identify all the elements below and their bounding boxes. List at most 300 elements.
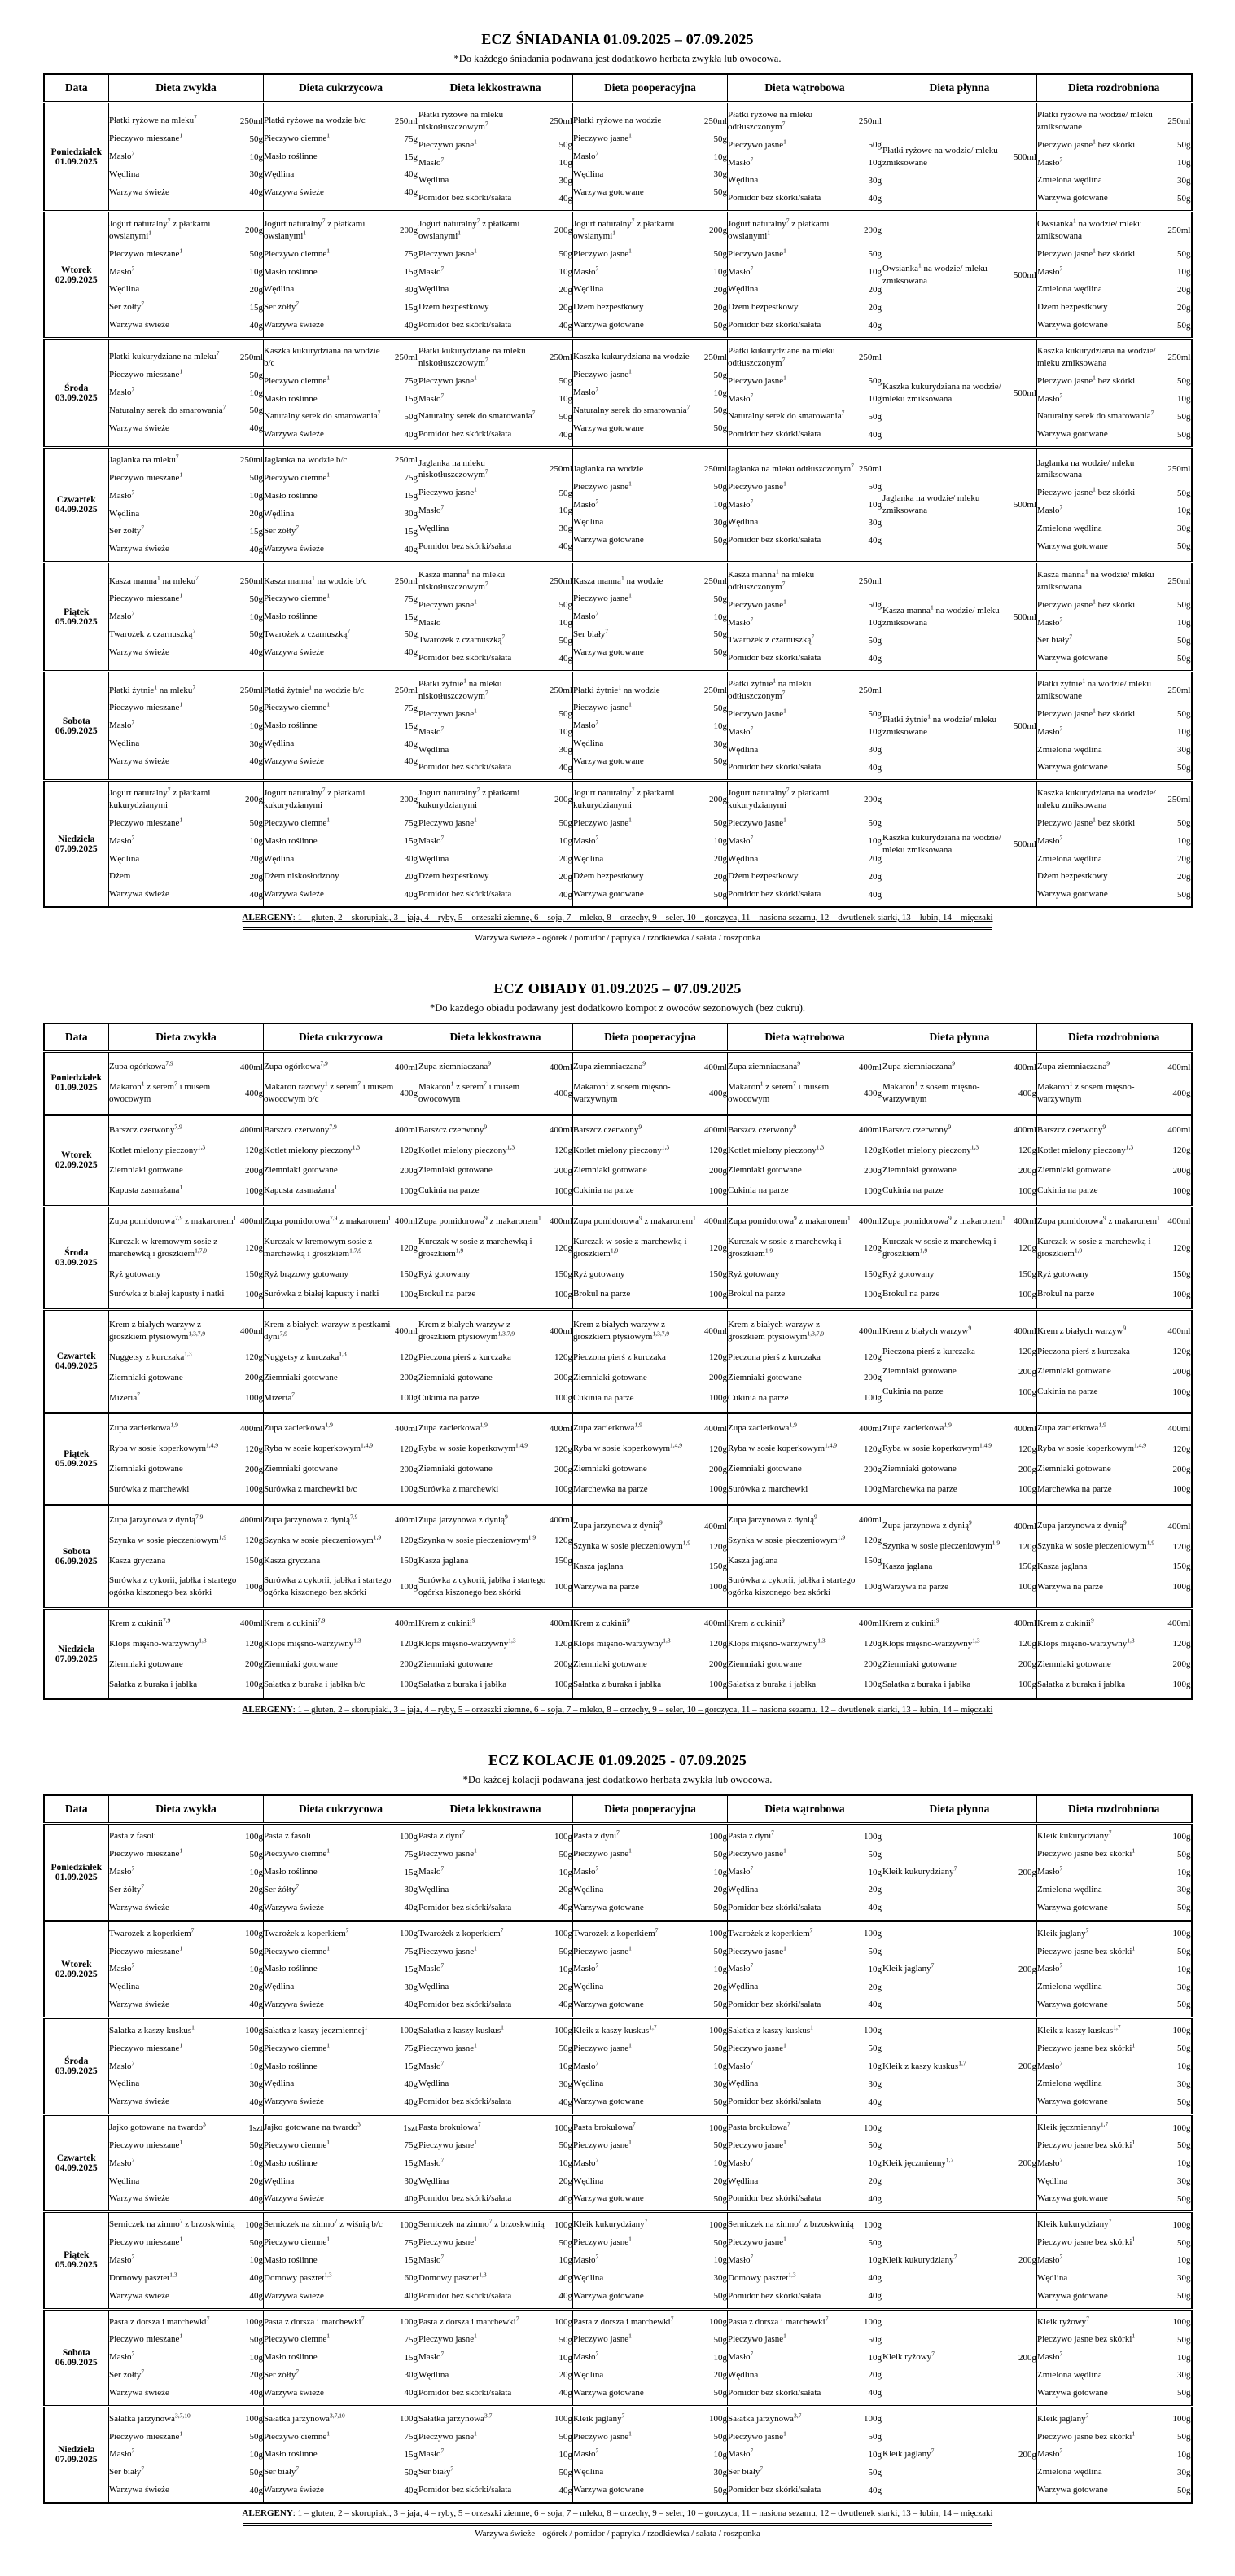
item-name: Sałatka z buraka i jabłka xyxy=(418,1679,507,1689)
item-name: Pieczywo ciemne$^1$ xyxy=(264,2138,331,2150)
item-amount: 50g xyxy=(558,1946,572,1956)
item-amount: 40g xyxy=(558,653,572,664)
menu-cell xyxy=(573,1115,728,1206)
menu-item xyxy=(1037,283,1191,296)
menu-item xyxy=(418,888,572,900)
menu-item xyxy=(1037,458,1191,482)
item-amount: 120g xyxy=(400,1444,418,1454)
menu-item xyxy=(264,345,418,370)
menu-item xyxy=(264,1288,418,1300)
item-name: Dżem bezpestkowy xyxy=(573,871,644,882)
item-name: Surówka z cykorii, jabłka i startego ogórka kiszonego bez skórki xyxy=(264,1575,392,1598)
menu-item xyxy=(109,817,263,830)
menu-item xyxy=(573,1540,727,1553)
item-name: Klops mięsno-warzywny$^{1,3}$ xyxy=(882,1636,980,1649)
menu-cell xyxy=(418,2115,573,2212)
menu-item xyxy=(573,629,727,641)
menu-item xyxy=(109,1963,263,1975)
item-amount: 200g xyxy=(400,1659,418,1670)
item-amount: 10g xyxy=(1177,2158,1191,2169)
item-amount: 400ml xyxy=(858,1423,882,1434)
menu-cell xyxy=(1037,1052,1192,1115)
item-amount: 40g xyxy=(558,2388,572,2399)
menu-item xyxy=(418,1061,572,1073)
item-amount: 150g xyxy=(709,1562,727,1572)
menu-item xyxy=(418,2122,572,2134)
menu-item xyxy=(109,1268,263,1281)
item-amount: 100g xyxy=(709,1831,727,1842)
menu-cell xyxy=(264,1824,418,1921)
item-name: Naturalny serek do smarowania$^7$ xyxy=(109,403,226,415)
menu-item xyxy=(728,2193,882,2205)
menu-item xyxy=(264,248,418,261)
item-amount: 40g xyxy=(868,535,882,545)
item-name: Wędlina xyxy=(573,1884,604,1895)
menu-item xyxy=(109,2316,263,2328)
menu-cell xyxy=(264,672,418,781)
item-amount: 10g xyxy=(249,611,263,622)
menu-item xyxy=(109,2236,263,2249)
item-name: Masło$^7$ xyxy=(728,2058,754,2071)
menu-item xyxy=(573,738,727,750)
item-name: Masło$^7$ xyxy=(573,1961,599,1974)
menu-item xyxy=(573,2413,727,2425)
menu-item xyxy=(418,1124,572,1137)
item-name: Wędlina xyxy=(573,284,604,295)
menu-cell xyxy=(882,1921,1037,2017)
item-amount: 400ml xyxy=(703,1326,727,1337)
menu-item xyxy=(573,817,727,830)
menu-item xyxy=(109,1164,263,1176)
day-row xyxy=(44,1115,1192,1206)
item-name: Twarożek z czarnuszką$^7$ xyxy=(418,633,506,646)
item-name: Twarożek z koperkiem$^7$ xyxy=(728,1926,813,1939)
menu-cell xyxy=(264,103,418,212)
table-footer xyxy=(43,1705,1193,1715)
menu-item xyxy=(728,1679,882,1691)
menu-item xyxy=(109,2387,263,2399)
menu-item xyxy=(1037,1483,1191,1496)
item-amount: 50g xyxy=(713,2193,727,2204)
day-cell xyxy=(44,1921,109,2017)
day-cell xyxy=(44,672,109,781)
item-amount: 400ml xyxy=(394,1423,418,1434)
item-name: Zupa pomidorowa$^9$ z makaronem$^1$ xyxy=(882,1214,1005,1227)
item-name: Masło$^7$ xyxy=(573,609,599,622)
item-name: Twarożek z czarnuszką$^7$ xyxy=(728,633,815,646)
item-name: Pomidor bez skórki/sałata xyxy=(418,889,512,900)
menu-item xyxy=(418,1902,572,1914)
item-name: Ser żółty$^7$ xyxy=(109,1882,145,1895)
item-name: Masło7 xyxy=(418,2253,445,2265)
item-name: Szynka w sosie pieczeniowym$^{1,9}$ xyxy=(728,1533,846,1545)
item-name: Wędlina xyxy=(573,1982,604,1992)
item-amount: 120g xyxy=(400,1639,418,1649)
item-amount: 100g xyxy=(1018,1185,1036,1196)
menu-item xyxy=(264,2096,418,2108)
item-name: Warzywa gotowane xyxy=(1037,2193,1108,2204)
menu-item xyxy=(264,2290,418,2302)
item-amount: 120g xyxy=(1018,1242,1036,1253)
item-name: Warzywa gotowane xyxy=(573,756,644,766)
item-name: Wędlina xyxy=(264,2175,295,2186)
menu-cell xyxy=(109,1609,264,1700)
item-amount: 50g xyxy=(713,629,727,640)
item-amount: 50g xyxy=(868,1849,882,1860)
day-row xyxy=(44,448,1192,563)
day-row xyxy=(44,1052,1192,1115)
item-amount: 30g xyxy=(868,2079,882,2089)
item-name: Wędlina xyxy=(1037,2272,1068,2283)
item-name: Dżem bezpestkowy xyxy=(728,302,799,313)
menu-item xyxy=(573,151,727,163)
menu-item xyxy=(418,2333,572,2346)
item-name: Wędlina xyxy=(264,853,295,864)
menu-item xyxy=(728,1928,882,1940)
item-name: Kasza manna$^1$ na wodzie/ mleku zmiksowana xyxy=(882,603,1000,628)
menu-item xyxy=(882,1540,1036,1553)
menu-item xyxy=(418,428,572,440)
item-name: Masło$^7$ xyxy=(728,497,754,510)
menu-item xyxy=(418,1372,572,1384)
item-name: Warzywa świeże xyxy=(109,2387,169,2398)
item-amount: 50g xyxy=(868,2044,882,2054)
item-name: Sałatka z kaszy kuskus$^1$ xyxy=(109,2023,195,2035)
menu-item xyxy=(573,1463,727,1475)
item-name: Masło$^7$ xyxy=(573,264,599,277)
item-name: Pieczywo jasne bez skórki$^1$ xyxy=(1037,1943,1136,1956)
item-amount: 20g xyxy=(558,1885,572,1895)
item-name: Kaszka kukurydziana na wodzie xyxy=(573,352,690,362)
item-name: Kleik kukurydziany$^7$ xyxy=(1037,1829,1112,1842)
item-amount: 120g xyxy=(400,1145,418,1155)
item-name: Wędlina xyxy=(573,2370,604,2381)
item-amount: 15g xyxy=(404,393,418,404)
item-name: Masło$^7$ xyxy=(573,497,599,510)
menu-item xyxy=(1037,1561,1191,1573)
item-amount: 120g xyxy=(1172,1242,1191,1253)
menu-cell xyxy=(882,338,1037,447)
item-name: Masło$^7$ xyxy=(109,149,135,162)
item-name: Warzywa świeże xyxy=(264,544,324,554)
menu-item xyxy=(109,1866,263,1878)
item-name: Ziemniaki gotowane xyxy=(1037,1165,1111,1176)
menu-item xyxy=(728,1514,882,1527)
menu-item xyxy=(109,2484,263,2496)
item-amount: 20g xyxy=(1177,854,1191,865)
item-name: Wędlina xyxy=(109,2175,140,2186)
menu-cell xyxy=(109,448,264,563)
item-name: Masło7 xyxy=(573,2447,599,2460)
item-amount: 30g xyxy=(404,854,418,865)
item-amount: 400ml xyxy=(549,1125,572,1136)
menu-cell xyxy=(573,1505,728,1608)
item-name: Płatki żytnie$^1$ na wodzie b/c xyxy=(264,682,364,695)
menu-item xyxy=(418,139,572,151)
item-amount: 10g xyxy=(713,500,727,510)
item-name: Masło7 xyxy=(573,2253,599,2265)
item-name: Kasza manna$^1$ na wodzie/ mleku zmiksowana xyxy=(1037,567,1154,592)
menu-item xyxy=(264,1638,418,1650)
menu-item xyxy=(1037,174,1191,186)
menu-cell xyxy=(418,2309,573,2406)
item-name: Sałatka z buraka i jabłka xyxy=(1037,1679,1126,1689)
item-amount: 120g xyxy=(1172,1346,1191,1356)
menu-item xyxy=(418,410,572,423)
item-name: Pomidor bez skórki/sałata xyxy=(728,2290,821,2301)
item-amount: 20g xyxy=(1177,871,1191,882)
item-amount: 30g xyxy=(1177,2370,1191,2381)
item-name: Pieczywo jasne$^1$ bez skórki xyxy=(1037,374,1136,386)
item-amount: 100g xyxy=(1172,1582,1191,1592)
item-amount: 120g xyxy=(245,1352,263,1363)
menu-cell xyxy=(418,2017,573,2114)
item-amount: 40g xyxy=(558,193,572,204)
menu-item xyxy=(728,534,882,546)
menu-item xyxy=(728,726,882,738)
item-amount: 150g xyxy=(245,1555,263,1566)
menu-item xyxy=(573,423,727,435)
item-amount: 15g xyxy=(404,1964,418,1974)
item-name: Warzywa świeże xyxy=(109,2485,169,2495)
item-name: Pieczywo mieszane$^1$ xyxy=(109,247,183,259)
menu-item xyxy=(882,1866,1036,1878)
item-amount: 40g xyxy=(404,889,418,900)
item-name: Pomidor bez skórki/sałata xyxy=(728,2000,821,2010)
menu-item xyxy=(109,1830,263,1842)
menu-item xyxy=(1037,541,1191,553)
item-amount: 10g xyxy=(558,2255,572,2266)
item-amount: 400ml xyxy=(239,1125,263,1136)
menu-item xyxy=(418,853,572,865)
menu-item xyxy=(1037,1943,1191,1958)
menu-cell xyxy=(728,781,882,907)
menu-cell xyxy=(109,1115,264,1206)
menu-item xyxy=(418,1866,572,1878)
item-amount: 40g xyxy=(868,193,882,204)
menu-item xyxy=(264,853,418,865)
menu-item xyxy=(1037,835,1191,848)
item-amount: 10g xyxy=(713,2255,727,2266)
menu-cell xyxy=(882,1824,1037,1921)
menu-cell xyxy=(1037,1310,1192,1413)
item-name: Krem z białych warzyw z groszkiem ptysiowym$^{1,3,7,9}$ xyxy=(418,1320,515,1343)
menu-cell xyxy=(882,2406,1037,2503)
item-amount: 15g xyxy=(404,836,418,847)
item-amount: 10g xyxy=(1177,157,1191,168)
menu-item xyxy=(1037,2122,1191,2134)
menu-cell xyxy=(264,563,418,672)
item-amount: 15g xyxy=(249,526,263,537)
column-header-diet: Dieta lekkostrawna xyxy=(418,1795,573,1824)
menu-item xyxy=(109,2078,263,2090)
menu-item xyxy=(1037,708,1191,721)
item-amount: 40g xyxy=(249,889,263,900)
menu-item xyxy=(109,369,263,381)
item-amount: 400g xyxy=(400,1088,418,1098)
item-name: Masło$^7$ xyxy=(573,718,599,731)
menu-cell xyxy=(882,1115,1037,1206)
menu-item xyxy=(728,174,882,186)
item-amount: 120g xyxy=(1018,1541,1036,1552)
day-date: 05.09.2025 xyxy=(55,2260,98,2271)
menu-item xyxy=(728,1124,882,1137)
menu-item xyxy=(728,393,882,405)
item-amount: 250ml xyxy=(858,352,882,362)
item-name: Klops mięsno-warzywny$^{1,3}$ xyxy=(728,1636,826,1649)
item-name: Masło7 xyxy=(728,2447,754,2460)
day-date: 03.09.2025 xyxy=(55,2066,98,2076)
menu-item xyxy=(264,1575,418,1599)
item-name: Masło$^7$ xyxy=(1037,155,1063,168)
menu-cell xyxy=(264,1115,418,1206)
item-amount: 40g xyxy=(558,2291,572,2302)
menu-item xyxy=(264,1463,418,1475)
item-name: Pomidor bez skórki/sałata xyxy=(418,2193,512,2204)
item-amount: 250ml xyxy=(858,116,882,126)
item-name: Pieczywo mieszane$^1$ xyxy=(109,2041,183,2053)
menu-item xyxy=(1037,2025,1191,2037)
item-amount: 50g xyxy=(713,405,727,416)
item-amount: 20g xyxy=(1177,284,1191,295)
item-name: Kasza jaglana xyxy=(1037,1561,1088,1571)
item-name: Zupa ziemniaczana$^9$ xyxy=(882,1059,955,1072)
item-amount: 40g xyxy=(249,2388,263,2399)
item-name: Wędlina xyxy=(573,169,604,179)
item-name: Masło roślinne xyxy=(264,2352,318,2363)
item-amount: 200g xyxy=(245,1165,263,1176)
item-amount: 50g xyxy=(1177,2334,1191,2345)
item-amount: 100g xyxy=(400,2414,418,2425)
item-amount: 20g xyxy=(868,302,882,313)
menu-item xyxy=(418,1679,572,1691)
item-name: Cukinia na parze xyxy=(418,1185,480,1196)
menu-item xyxy=(1037,2272,1191,2285)
menu-item xyxy=(264,428,418,440)
item-name: Twarożek z koperkiem$^7$ xyxy=(573,1926,659,1939)
item-amount: 50g xyxy=(1177,320,1191,331)
item-name: Pieczywo jasne$^1$ xyxy=(728,707,786,719)
item-name: Jajko gotowane na twardo$^3$ xyxy=(264,2120,361,2133)
item-amount: 15g xyxy=(404,267,418,278)
item-name: Mizeria$^7$ xyxy=(264,1390,295,1403)
menu-item xyxy=(264,573,418,588)
menu-item xyxy=(1037,1386,1191,1398)
item-name: Masło$^7$ xyxy=(109,2156,135,2168)
menu-item xyxy=(728,463,882,475)
day-name: Czwartek xyxy=(56,1352,96,1362)
item-name: Pieczywo mieszane$^1$ xyxy=(109,367,183,380)
item-amount: 200g xyxy=(400,795,418,805)
menu-item xyxy=(728,1319,882,1343)
menu-item xyxy=(728,1618,882,1630)
menu-item xyxy=(573,115,727,127)
menu-item xyxy=(418,1268,572,1281)
item-amount: 10g xyxy=(868,2158,882,2169)
day-cell xyxy=(44,2115,109,2212)
menu-item xyxy=(728,516,882,528)
item-amount: 50g xyxy=(249,2467,263,2477)
menu-item xyxy=(418,2316,572,2328)
item-name: Surówka z marchewki xyxy=(109,1484,190,1494)
item-name: Ziemniaki gotowane xyxy=(728,1372,802,1382)
item-amount: 200g xyxy=(709,1165,727,1176)
menu-item xyxy=(728,1555,882,1567)
item-name: Masło$^7$ xyxy=(1037,2058,1063,2071)
item-name: Pieczywo jasne$^1$ bez skórki xyxy=(1037,485,1136,498)
item-amount: 200g xyxy=(1172,1366,1191,1377)
item-name: Warzywa świeże xyxy=(264,2096,324,2107)
column-header-diet: Dieta zwykła xyxy=(109,1023,264,1052)
menu-cell xyxy=(728,1207,882,1310)
item-amount: 200g xyxy=(1018,2061,1036,2071)
item-name: Zupa pomidorowa$^{7,9}$ z makaronem$^1$ xyxy=(264,1214,392,1227)
menu-item xyxy=(882,493,1036,517)
menu-item xyxy=(109,787,263,812)
item-amount: 400ml xyxy=(1013,1216,1036,1227)
item-amount: 100g xyxy=(1172,1831,1191,1842)
item-name: Pieczywo mieszane1 xyxy=(109,2332,183,2345)
item-amount: 400g xyxy=(245,1088,263,1098)
item-amount: 40g xyxy=(249,647,263,658)
divider-rule xyxy=(243,2523,992,2526)
item-name: Warzywa świeże xyxy=(109,2290,169,2301)
item-name: Ziemniaki gotowane xyxy=(573,1165,647,1176)
item-amount: 10g xyxy=(558,1867,572,1877)
menu-cell xyxy=(573,2212,728,2309)
day-row xyxy=(44,1921,1192,2017)
item-amount: 200g xyxy=(864,225,882,235)
item-amount: 20g xyxy=(249,1885,263,1895)
menu-item xyxy=(1037,2387,1191,2399)
menu-cell xyxy=(109,1310,264,1413)
menu-item xyxy=(264,787,418,812)
menu-item xyxy=(1037,1902,1191,1914)
menu-item xyxy=(264,2122,418,2134)
item-name: Pieczywo jasne1 xyxy=(573,2429,632,2442)
menu-item xyxy=(728,1463,882,1475)
item-amount: 50g xyxy=(249,405,263,416)
item-amount: 100g xyxy=(709,2026,727,2036)
menu-item xyxy=(418,393,572,405)
item-amount: 400ml xyxy=(858,1326,882,1337)
menu-item xyxy=(573,2043,727,2055)
menu-item xyxy=(728,1236,882,1260)
item-name: Makaron$^1$ z serem$^7$ i musem owocowym xyxy=(109,1080,211,1104)
item-amount: 100g xyxy=(709,1929,727,1939)
item-name: Dżem bezpestkowy xyxy=(418,871,489,882)
item-name: Zmielona wędlina xyxy=(1037,1982,1102,1992)
item-name: Pieczywo jasne$^1$ xyxy=(728,374,786,386)
item-name: Ser biały7 xyxy=(109,2464,145,2477)
menu-item xyxy=(418,375,572,388)
item-name: Ziemniaki gotowane xyxy=(109,1464,183,1474)
item-amount: 400ml xyxy=(703,1423,727,1434)
menu-item xyxy=(264,1902,418,1914)
item-name: Jajko gotowane na twardo$^3$ xyxy=(109,2120,206,2133)
menu-cell xyxy=(728,1921,882,2017)
menu-cell xyxy=(882,1609,1037,1700)
item-amount: 50g xyxy=(249,629,263,640)
item-name: Pasta z dorsza i marchewki7 xyxy=(573,2314,674,2327)
item-name: Warzywa gotowane xyxy=(573,2290,644,2301)
item-amount: 10g xyxy=(249,2255,263,2266)
item-name: Ryż brązowy gotowany xyxy=(264,1268,349,1279)
item-name: Masło$^7$ xyxy=(418,155,445,168)
item-amount: 40g xyxy=(868,2273,882,2284)
item-name: Masło$^7$ xyxy=(109,834,135,846)
menu-item xyxy=(109,1081,263,1106)
